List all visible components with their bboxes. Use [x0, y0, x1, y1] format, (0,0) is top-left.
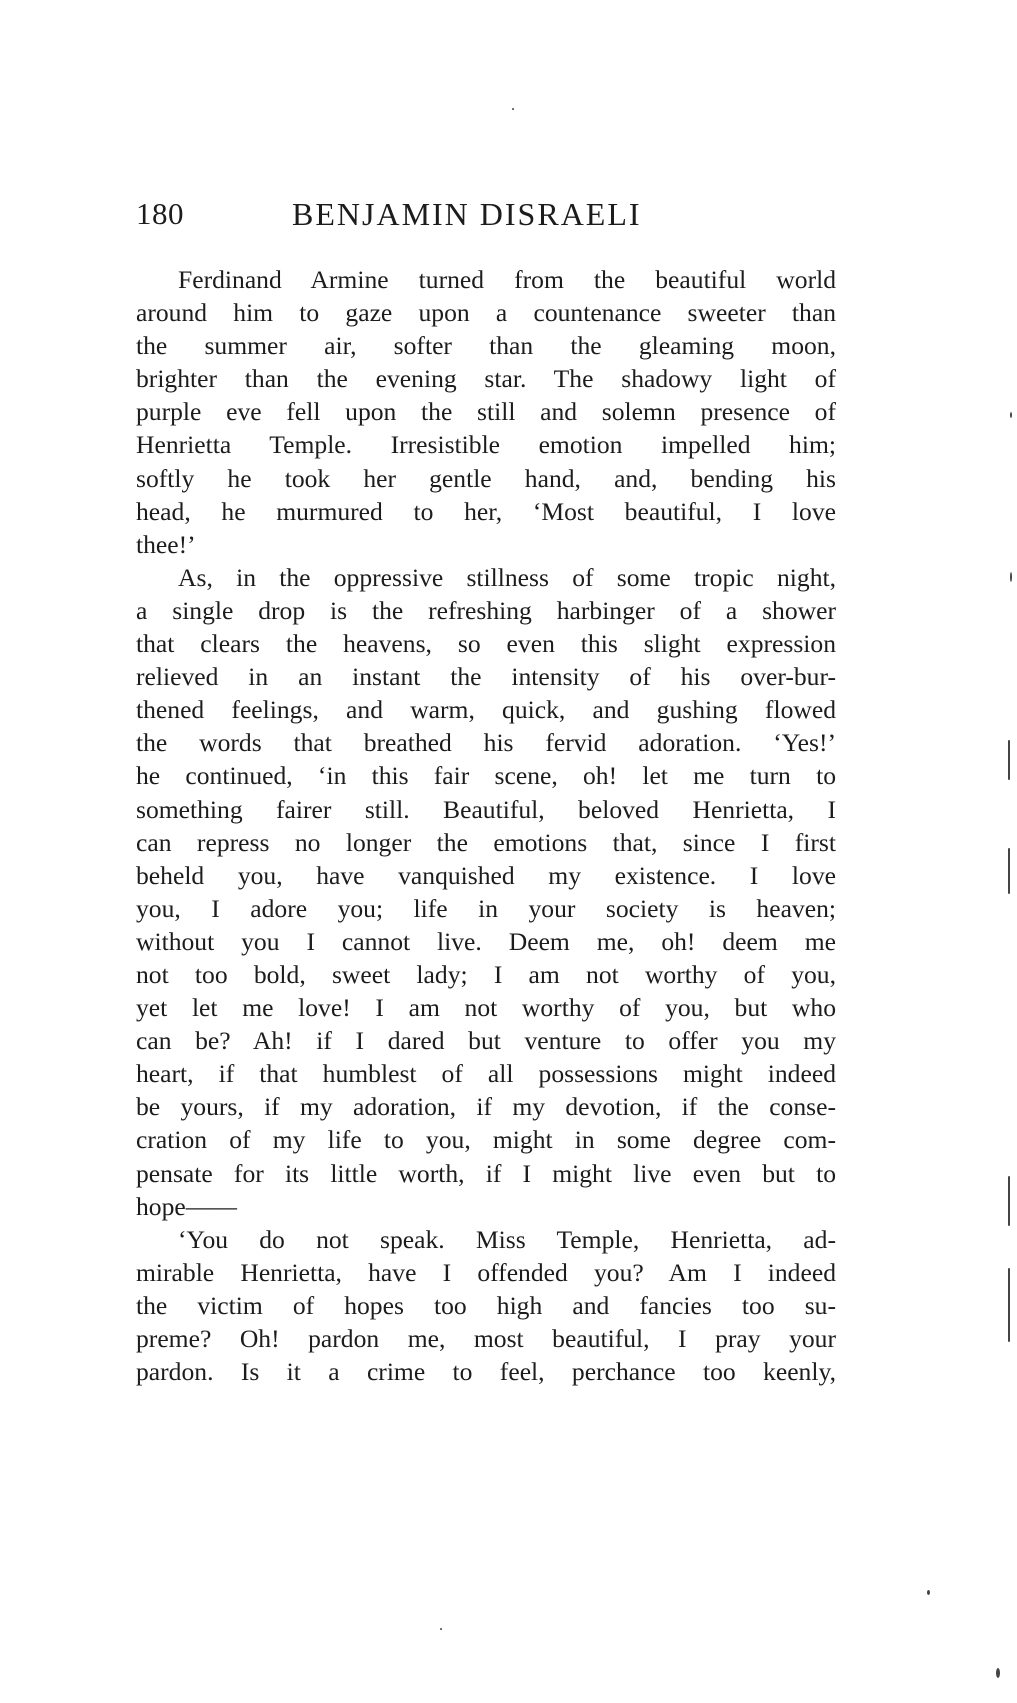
scan-speck	[1010, 412, 1012, 418]
text-line: can repress no longer the emotions that, since I first	[136, 827, 836, 857]
text-line: Ferdinand Armine turned from the beautiful world	[178, 265, 836, 294]
text-line: thee!’	[136, 529, 196, 559]
text-line: not too bold, sweet lady; I am not worthy of you,	[136, 959, 836, 989]
text-line: the victim of hopes too high and fancies too su-	[136, 1290, 836, 1320]
text-line: something fairer still. Beautiful, beloved Henrietta, I	[136, 794, 836, 824]
text-line: the words that breathed his fervid adoration. ‘Yes!’	[136, 728, 836, 758]
scan-speck	[440, 1628, 442, 1630]
text-line: preme? Oh! pardon me, most beautiful, I pray your	[136, 1324, 836, 1353]
text-line: yet let me love! I am not worthy of you, but who	[136, 993, 836, 1023]
text-line: softly he took her gentle hand, and, bending his	[136, 463, 836, 493]
text-line: pardon. Is it a crime to feel, perchance too keenly,	[136, 1357, 836, 1387]
text-line: thened feelings, and warm, quick, and gushing flowed	[136, 695, 836, 725]
paragraph-3	[136, 1223, 836, 1388]
scan-speck	[1008, 1268, 1010, 1342]
body-text	[136, 263, 836, 1388]
page-number: 180	[136, 196, 184, 231]
text-line: pensate for its little worth, if I might live even but to	[136, 1158, 836, 1188]
text-line: he continued, ‘in this fair scene, oh! let me turn to	[136, 761, 836, 791]
scan-speck	[512, 108, 514, 110]
paragraph-1	[136, 263, 836, 561]
text-line: As, in the oppressive stillness of some tropic night,	[178, 562, 836, 592]
text-line: can be? Ah! if I dared but venture to offer you my	[136, 1026, 836, 1056]
text-line: that clears the heavens, so even this slight expression	[136, 629, 836, 659]
text-line: Henrietta Temple. Irresistible emotion impelled him;	[136, 430, 836, 460]
text-line: a single drop is the refreshing harbinger of a shower	[136, 595, 836, 625]
text-line: without you I cannot live. Deem me, oh! deem me	[136, 926, 836, 956]
page-header	[136, 196, 696, 240]
text-line: the summer air, softer than the gleaming moon,	[136, 331, 836, 361]
scan-speck	[1010, 572, 1012, 582]
scan-speck	[996, 1668, 1000, 1678]
scan-speck	[927, 1590, 930, 1595]
text-line: be yours, if my adoration, if my devotion, if the conse-	[136, 1092, 836, 1122]
paragraph-2	[136, 561, 836, 1223]
text-line: brighter than the evening star. The shadowy light of	[136, 364, 836, 394]
text-line: around him to gaze upon a countenance sweeter than	[136, 298, 836, 328]
text-line: beheld you, have vanquished my existence. I love	[136, 860, 836, 890]
text-line: purple eve fell upon the still and solemn presence of	[136, 397, 836, 427]
text-line: cration of my life to you, might in some degree com-	[136, 1125, 836, 1155]
text-line: head, he murmured to her, ‘Most beautiful, I love	[136, 496, 836, 526]
scan-speck	[1008, 1176, 1010, 1226]
text-line: relieved in an instant the intensity of his over-bur-	[136, 662, 836, 692]
text-line: ‘You do not speak. Miss Temple, Henrietta, ad-	[178, 1224, 836, 1254]
scan-speck	[1008, 740, 1010, 780]
text-line: hope——	[136, 1191, 237, 1221]
scan-speck	[1008, 848, 1010, 894]
running-head: BENJAMIN DISRAELI	[292, 196, 642, 232]
text-line: heart, if that humblest of all possessions might indeed	[136, 1059, 836, 1089]
text-line: you, I adore you; life in your society is heaven;	[136, 893, 836, 923]
text-line: mirable Henrietta, have I offended you? Am I indeed	[136, 1257, 836, 1287]
